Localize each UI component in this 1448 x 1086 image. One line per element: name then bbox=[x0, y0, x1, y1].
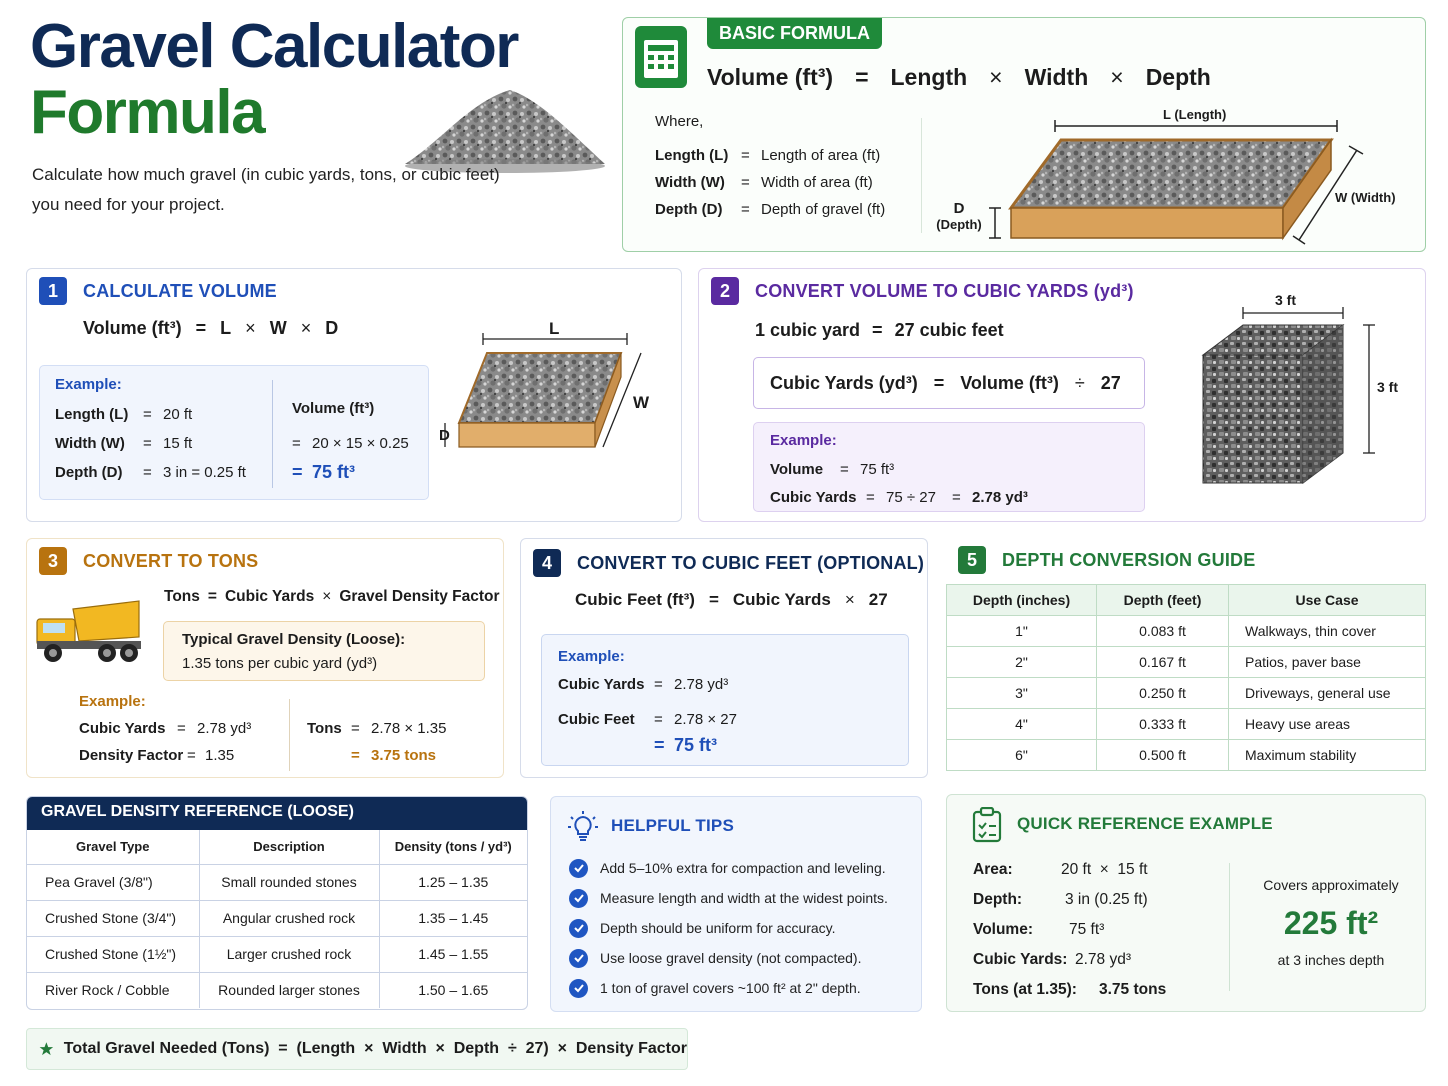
step-title: CONVERT TO TONS bbox=[83, 550, 259, 571]
width-dimension-label: W (Width) bbox=[1335, 190, 1396, 205]
title-line-2: Formula bbox=[30, 78, 265, 147]
table-row bbox=[27, 936, 527, 972]
table-cell: 0.167 ft bbox=[1097, 647, 1229, 678]
step-title: CONVERT TO CUBIC FEET (OPTIONAL) bbox=[577, 552, 925, 573]
step-3-header bbox=[39, 547, 258, 575]
example-values bbox=[55, 400, 246, 487]
quick-reference-title: QUICK REFERENCE EXAMPLE bbox=[1017, 814, 1273, 833]
column-header: Depth (inches) bbox=[947, 585, 1097, 616]
slab-length-label: L bbox=[549, 319, 560, 338]
quick-reference-value: 2.78 yd³ bbox=[1075, 951, 1132, 968]
quick-reference-value: 20 ft × 15 ft bbox=[1061, 861, 1148, 878]
table-row bbox=[947, 678, 1426, 709]
slab-depth-label: D bbox=[439, 427, 450, 444]
density-reference-table bbox=[27, 830, 527, 1008]
table-row bbox=[27, 972, 527, 1008]
column-header: Density (tons / yd³) bbox=[379, 830, 527, 864]
calc-row: = 20 × 15 × 0.25 bbox=[292, 435, 409, 452]
coverage-summary bbox=[1243, 877, 1419, 968]
result-row: = 75 ft³ bbox=[654, 735, 718, 755]
table-cell: 2" bbox=[947, 647, 1097, 678]
definition-row: Depth (D) = Depth of gravel (ft) bbox=[655, 201, 886, 218]
step-5-depth-conversion-guide bbox=[944, 538, 1426, 773]
where-label: Where, bbox=[655, 113, 704, 130]
divider bbox=[289, 699, 290, 771]
step-number: 3 bbox=[39, 547, 67, 575]
example-label: Example: bbox=[55, 376, 122, 393]
dump-truck-icon bbox=[35, 597, 145, 667]
table-row bbox=[27, 900, 527, 936]
table-cell: River Rock / Cobble bbox=[27, 972, 199, 1008]
tip-text: 1 ton of gravel covers ~100 ft² at 2" depth. bbox=[600, 980, 861, 996]
step-1-header bbox=[39, 277, 277, 305]
title-line-1: Gravel Calculator bbox=[30, 12, 518, 81]
tip-text: Measure length and width at the widest points. bbox=[600, 890, 888, 906]
table-row bbox=[27, 864, 527, 900]
table-cell: Crushed Stone (3/4") bbox=[27, 900, 199, 936]
length-dimension-label: L (Length) bbox=[1163, 107, 1227, 122]
calc-row: Tons = 2.78 × 1.35 bbox=[307, 720, 447, 737]
step-4-example-box bbox=[541, 634, 909, 766]
cube-side-label: 3 ft bbox=[1377, 379, 1398, 395]
table-cell: 1" bbox=[947, 616, 1097, 647]
example-label: Example: bbox=[770, 432, 837, 449]
table-row bbox=[947, 740, 1426, 771]
page-subtitle: Calculate how much gravel (in cubic yards, tons, or cubic feet) you need for your project. bbox=[32, 165, 500, 214]
table-cell: Driveways, general use bbox=[1245, 685, 1391, 701]
check-circle-icon bbox=[569, 979, 588, 998]
quick-reference-term: Volume: bbox=[973, 921, 1033, 938]
step-number: 2 bbox=[711, 277, 739, 305]
basic-formula-panel bbox=[622, 17, 1426, 252]
example-row: Width (W) = 15 ft bbox=[55, 435, 193, 452]
example-result: Volume (ft³) = 20 × 15 × 0.25 = 75 ft³ bbox=[292, 400, 409, 487]
example-row: Cubic Yards = 75 ÷ 27 = 2.78 yd³ bbox=[770, 488, 1028, 506]
table-cell: Crushed Stone (1½") bbox=[27, 936, 199, 972]
tip-item bbox=[569, 913, 888, 943]
table-cell: Pea Gravel (3/8") bbox=[27, 864, 199, 900]
step-1-example-box bbox=[39, 365, 429, 500]
check-circle-icon bbox=[569, 949, 588, 968]
total-formula-text: Total Gravel Needed (Tons) = (Length × Width × Depth ÷ 27) × Density Factor bbox=[63, 1040, 687, 1057]
table-cell: 1.25 – 1.35 bbox=[379, 864, 527, 900]
quick-reference-value: 3.75 tons bbox=[1099, 981, 1167, 998]
example-values bbox=[79, 715, 251, 769]
step-title: DEPTH CONVERSION GUIDE bbox=[1002, 549, 1256, 570]
coverage-label: Covers approximately bbox=[1263, 877, 1399, 893]
coverage-area: 225 ft² bbox=[1283, 905, 1379, 941]
definition-row: Length (L) = Length of area (ft) bbox=[655, 147, 881, 164]
cubic-yard-cube-diagram bbox=[1193, 305, 1413, 495]
tip-text: Use loose gravel density (not compacted). bbox=[600, 950, 862, 966]
table-cell: 0.083 ft bbox=[1097, 616, 1229, 647]
table-header-row bbox=[27, 830, 527, 864]
tip-item bbox=[569, 943, 888, 973]
helpful-tips-panel bbox=[550, 796, 922, 1012]
table-cell: Larger crushed rock bbox=[199, 936, 379, 972]
column-header: Depth (feet) bbox=[1097, 585, 1229, 616]
tons-formula: Tons = Cubic Yards × Gravel Density Factor bbox=[164, 588, 500, 605]
cube-top-label: 3 ft bbox=[1275, 292, 1296, 308]
table-cell: Angular crushed rock bbox=[199, 900, 379, 936]
quick-reference-term: Depth: bbox=[973, 891, 1023, 908]
example-label: Example: bbox=[79, 693, 146, 710]
table-cell: Walkways, thin cover bbox=[1245, 623, 1376, 639]
step-1-calculate-volume bbox=[26, 268, 682, 522]
table-row bbox=[947, 647, 1426, 678]
cubic-feet-formula: Cubic Feet (ft³) = Cubic Yards × 27 bbox=[575, 590, 888, 609]
cubic-yard-definition: 1 cubic yard = 27 cubic feet bbox=[755, 320, 1004, 340]
gravel-bed-diagram bbox=[933, 108, 1413, 248]
gravel-density-reference bbox=[26, 796, 528, 1010]
table-header-row bbox=[947, 585, 1426, 616]
table-cell: Maximum stability bbox=[1245, 747, 1357, 763]
depth-conversion-table bbox=[946, 584, 1426, 771]
example-row: Depth (D) = 3 in = 0.25 ft bbox=[55, 464, 246, 481]
coverage-depth-note: at 3 inches depth bbox=[1277, 952, 1385, 968]
table-cell: 6" bbox=[947, 740, 1097, 771]
example-row: Cubic Feet = 2.78 × 27 bbox=[558, 711, 737, 728]
quick-reference-value: 3 in (0.25 ft) bbox=[1065, 891, 1148, 908]
step-title: CALCULATE VOLUME bbox=[83, 280, 277, 301]
table-cell: 0.250 ft bbox=[1097, 678, 1229, 709]
table-cell: 0.500 ft bbox=[1097, 740, 1229, 771]
example-row: Cubic Yards = 2.78 yd³ bbox=[79, 720, 252, 737]
tip-item bbox=[569, 883, 888, 913]
quick-reference-term: Area: bbox=[973, 861, 1013, 878]
table-cell: Small rounded stones bbox=[199, 864, 379, 900]
table-cell: 3" bbox=[947, 678, 1097, 709]
example-row: Length (L) = 20 ft bbox=[55, 406, 193, 423]
example-result bbox=[307, 715, 446, 769]
tip-text: Depth should be uniform for accuracy. bbox=[600, 920, 836, 936]
tip-item bbox=[569, 853, 888, 883]
step-2-header bbox=[711, 277, 1134, 305]
table-cell: 0.333 ft bbox=[1097, 709, 1229, 740]
basic-formula-badge: BASIC FORMULA bbox=[707, 18, 882, 49]
density-reference-header: GRAVEL DENSITY REFERENCE (LOOSE) bbox=[27, 797, 527, 830]
slab-width-label: W bbox=[633, 393, 650, 412]
table-cell: 1.45 – 1.55 bbox=[379, 936, 527, 972]
table-cell: 1.35 – 1.45 bbox=[379, 900, 527, 936]
step-2-example-box bbox=[753, 422, 1145, 512]
quick-reference-row bbox=[973, 885, 1166, 915]
check-circle-icon bbox=[569, 919, 588, 938]
definition-list bbox=[655, 142, 885, 223]
quick-reference-panel bbox=[946, 794, 1426, 1012]
example-row: Density Factor = 1.35 bbox=[79, 747, 235, 764]
quick-reference-row bbox=[973, 855, 1166, 885]
depth-dimension-label: D (Depth) bbox=[936, 200, 982, 232]
result-row: = 75 ft³ bbox=[292, 462, 356, 482]
result-row: = 3.75 tons bbox=[351, 747, 437, 764]
example-row: Cubic Yards = 2.78 yd³ bbox=[558, 676, 729, 693]
table-cell: Patios, paver base bbox=[1245, 654, 1361, 670]
star-icon bbox=[39, 1037, 54, 1061]
step-number: 5 bbox=[958, 546, 986, 574]
quick-reference-row bbox=[973, 945, 1166, 975]
cubic-yards-formula-box: Cubic Yards (yd³) = Volume (ft³) ÷ 27 bbox=[753, 357, 1145, 409]
step-1-formula: Volume (ft³) = L × W × D bbox=[83, 318, 339, 338]
divider bbox=[1229, 863, 1230, 991]
quick-reference-values bbox=[973, 855, 1166, 1005]
lightbulb-icon bbox=[567, 811, 599, 843]
definition-row: Width (W) = Width of area (ft) bbox=[655, 174, 873, 191]
column-header: Use Case bbox=[1295, 592, 1359, 608]
step-number: 4 bbox=[533, 549, 561, 577]
quick-reference-value: 75 ft³ bbox=[1069, 921, 1105, 938]
basic-formula-equation: Volume (ft³) = Length × Width × Depth bbox=[707, 64, 1211, 90]
tip-text: Add 5–10% extra for compaction and leveling. bbox=[600, 860, 886, 876]
tips-list bbox=[569, 853, 888, 1003]
quick-reference-term: Cubic Yards: bbox=[973, 951, 1068, 968]
quick-reference-row bbox=[973, 915, 1166, 945]
example-row: Volume = 75 ft³ bbox=[770, 460, 895, 478]
example-values bbox=[770, 455, 1028, 511]
spreadsheet-icon bbox=[635, 26, 687, 88]
step-4-convert-cubic-feet bbox=[520, 538, 928, 778]
table-row bbox=[947, 709, 1426, 740]
table-cell: Rounded larger stones bbox=[199, 972, 379, 1008]
divider bbox=[921, 118, 922, 233]
tips-title: HELPFUL TIPS bbox=[611, 816, 734, 835]
step-5-header bbox=[958, 546, 1255, 574]
table-cell: 1.50 – 1.65 bbox=[418, 982, 489, 999]
quick-reference-term: Tons (at 1.35): bbox=[973, 981, 1077, 998]
step-4-header bbox=[533, 549, 924, 577]
column-header: Gravel Type bbox=[27, 830, 199, 864]
check-circle-icon bbox=[569, 859, 588, 878]
step-3-convert-to-tons bbox=[26, 538, 504, 778]
table-cell: Heavy use areas bbox=[1245, 716, 1351, 732]
step-title: CONVERT VOLUME TO CUBIC YARDS (yd³) bbox=[755, 280, 1134, 301]
example-label: Example: bbox=[558, 648, 625, 665]
table-row bbox=[947, 616, 1426, 647]
quick-reference-row bbox=[973, 975, 1166, 1005]
clipboard-check-icon bbox=[971, 807, 1003, 843]
step-number: 1 bbox=[39, 277, 67, 305]
density-note-box: Typical Gravel Density (Loose): 1.35 tons per cubic yard (yd³) bbox=[163, 621, 485, 681]
step-2-convert-cubic-yards bbox=[698, 268, 1426, 522]
check-circle-icon bbox=[569, 889, 588, 908]
column-header: Description bbox=[199, 830, 379, 864]
total-formula-banner bbox=[26, 1028, 688, 1070]
table-cell: 4" bbox=[947, 709, 1097, 740]
divider bbox=[272, 380, 273, 488]
tip-item bbox=[569, 973, 888, 1003]
